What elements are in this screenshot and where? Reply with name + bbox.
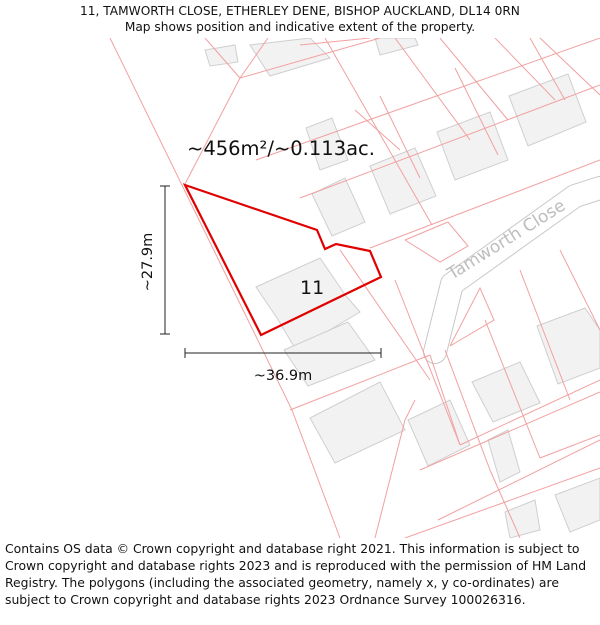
plot-number-label: 11: [300, 277, 325, 299]
building: [205, 45, 238, 66]
map-view[interactable]: [0, 38, 600, 538]
building: [488, 430, 520, 482]
copyright-notice: Contains OS data © Crown copyright and database right 2021. This information is subject to Crown copyright and database rights 2023 and is reproduced with the permission of HM Land Registry. The polygons (including the associated geometry, namely x, y co-ordinates) are subject to Crown copyright and database rights 2023 Ordnance Survey 100026316.: [5, 541, 587, 607]
map-canvas[interactable]: [0, 38, 600, 538]
building: [312, 178, 365, 236]
area-label: ~456m²/~0.113ac.: [187, 137, 375, 160]
building: [310, 382, 405, 463]
building: [408, 400, 470, 466]
property-address: 11, TAMWORTH CLOSE, ETHERLEY DENE, BISHOP AUCKLAND, DL14 0RN: [80, 4, 520, 18]
building: [509, 74, 586, 146]
map-subtitle: Map shows position and indicative extent of the property.: [124, 20, 476, 34]
parcel-lines: [110, 38, 600, 538]
building: [505, 500, 540, 538]
height-dimension-label: ~27.9m: [140, 232, 156, 292]
building: [437, 112, 508, 180]
width-dimension-label: ~36.9m: [253, 368, 313, 384]
buildings: [205, 38, 600, 538]
building: [537, 308, 600, 384]
building: [555, 478, 600, 532]
building: [370, 148, 436, 214]
map-header: [0, 0, 600, 38]
street-name-label: Tamworth Close: [444, 195, 570, 285]
